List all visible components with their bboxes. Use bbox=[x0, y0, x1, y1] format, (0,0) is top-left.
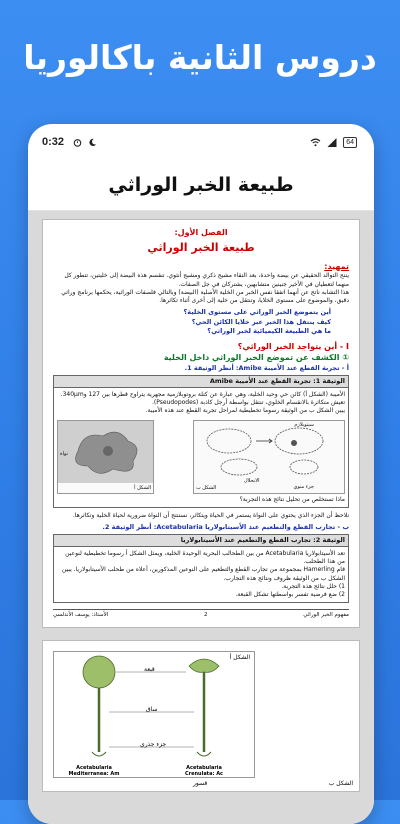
document-2-text-2: قام Hamerling بمجموعة من تجارب القطع والتطعيم على النوعين المذكورين، أعلاه من طحلب الأسيتابولاريا. يبين الشكل ب من الوثيقة ظروف ونتائج هذه التجارب. bbox=[61, 566, 345, 582]
intro-text: ينتج التوالد الحقيقي عن بيضة واحدة، بعد التقاء مشيج ذكري ومشيج أنثوي. تنقسم هذه البيضة إلى خليتين، تتطور كل منهما لتعطيان في الأخير جنينين متشابهين، يشتركان في جل الصفات. bbox=[64, 272, 349, 288]
figure-label: قسور bbox=[193, 780, 208, 788]
document-1-figures bbox=[57, 420, 345, 494]
figure-b bbox=[193, 420, 345, 494]
figure-label: قبعة bbox=[144, 666, 155, 674]
document-2-question-1: 1) حلل نتائج هذه التجربة. bbox=[281, 582, 345, 590]
intro-heading: تمهيد: bbox=[324, 261, 349, 271]
figure-label: الانحلال bbox=[244, 477, 260, 484]
phone-frame bbox=[28, 124, 374, 824]
document-2-text: تعد الأسيتابولاريا Acetabularia من بين الطحالب البحرية الوحيدة الخلية، ويمثل الشكل أ رسوما تخطيطية لنوعين من هذا الطحلب. bbox=[65, 550, 345, 566]
footer-teacher: الأستاذ: يوسف الأندلسي bbox=[53, 611, 109, 618]
acetabularia-figure bbox=[53, 651, 255, 778]
document-1-text: الأميبة (الشكل أ) كائن حي وحيد الخلية، وهي عبارة عن كتلة بروتوبلازمية مجهرية يتراوح قطرها بين 127 و340μm. تعيش متكاثرة بالانقسام الخلوي، تنتقل بواسطة أرجل كاذبة (Pseudopodes). bbox=[60, 391, 345, 407]
subsection-a: أ - تجربة القطع عند الأميبة Amibe: أنظر الوثيقة 1. bbox=[184, 363, 349, 372]
document-1-box bbox=[53, 388, 349, 507]
intro-text-2: هذا التشابه ناتج عن أنهما اتفقا نفس الخبر من الخلية الأصلية (البيضة) وبالتالي فلصفات الوراثية، يحكمها برنامج وراثي دقيق، والموضوع على مستوى الخلايا، وتنتقل من خلية إلى أخرى أثناء تكاثرها. bbox=[61, 288, 349, 304]
document-2-header: الوثيقة 2: تجارب القطع والتطعيم عند الأسيتابولاريا bbox=[53, 534, 349, 547]
question-item: ما هي الطبيعة الكيميائية لخبر الوراثي؟ bbox=[207, 327, 331, 336]
chapter-title: طبيعة الخبر الوراثي bbox=[147, 240, 255, 254]
figure-label: الشكل ب bbox=[328, 780, 353, 788]
figure-label: جزء جذري bbox=[140, 741, 167, 749]
document-page-1 bbox=[42, 219, 360, 628]
moon-icon bbox=[88, 138, 97, 147]
subsection-b: ب - تجارب القطع والتطعيم عند الأسيتابولاريا Acetabularia: أنظر الوثيقة 2. bbox=[102, 522, 349, 531]
figure-label: نواة bbox=[60, 450, 68, 457]
species-label: Acetabularia Crenulata: Ac bbox=[184, 765, 224, 778]
promo-headline: دروس الثانية باكالوريا bbox=[23, 38, 377, 77]
question-item: كيف ينتقل هذا الخبر عبر خلايا الكائن الحي؟ bbox=[191, 317, 331, 326]
signal-icon bbox=[327, 138, 337, 147]
status-time: 0:32 bbox=[42, 136, 65, 148]
app-title: طبيعة الخبر الوراثي bbox=[108, 174, 294, 196]
question-item: أين يتموضع الخبر الوراثي على مستوى الخلية؟ bbox=[183, 307, 331, 316]
figure-a bbox=[57, 420, 154, 494]
document-2-box bbox=[53, 547, 349, 603]
analysis-text: نلاحظ أن الجزء الذي يحتوي على النواة يستمر في الحياة ويتكاثر، نستنتج أن النواة ضرورية لحياة الخلية وتكاثرها. bbox=[72, 511, 349, 519]
document-2-question-2: 2) ضع فرضية تفسر بواسطتها تشكل القبعة. bbox=[235, 590, 345, 598]
battery-icon: 64 bbox=[343, 137, 357, 148]
document-1-header: الوثيقة 1: تجربة القطع عند الأميبة Amibe bbox=[53, 375, 349, 388]
figure-label: الشكل أ bbox=[134, 484, 151, 491]
figure-label: ساق bbox=[146, 706, 158, 714]
app-bar bbox=[28, 160, 374, 211]
pdf-viewer[interactable] bbox=[28, 211, 374, 824]
figure-label: الشكل ب bbox=[196, 484, 217, 491]
document-1-text-2: يبين الشكل ب من الوثيقة رسوما تخطيطية لمراحل تجربة القطع عند هذه الأميبة. bbox=[145, 407, 345, 415]
figure-label: الشكل أ bbox=[229, 654, 250, 662]
alarm-icon bbox=[73, 138, 82, 147]
chapter-label: الفصل الأول: bbox=[174, 228, 228, 237]
document-page-2 bbox=[42, 640, 360, 792]
document-1-question: ماذا تستخلص من تحليل نتائج هذه التجربة؟ bbox=[239, 495, 345, 503]
subsection-heading: ① الكشف عن تموضع الخبر الوراثي داخل الخلية bbox=[163, 352, 349, 362]
page-number: 2 bbox=[204, 611, 208, 618]
wifi-icon bbox=[310, 138, 321, 147]
page-footer bbox=[53, 609, 349, 619]
footer-topic: مفهوم الخبر الوراثي bbox=[303, 611, 349, 618]
section-heading: I - أين يتواجد الخبر الوراثي؟ bbox=[237, 342, 349, 352]
figure-label: سيتوبلازم bbox=[294, 421, 314, 428]
figure-label: جزء منوي bbox=[293, 483, 314, 490]
species-label: Acetabularia Mediterranea: Am bbox=[68, 765, 120, 778]
status-bar bbox=[28, 124, 374, 160]
